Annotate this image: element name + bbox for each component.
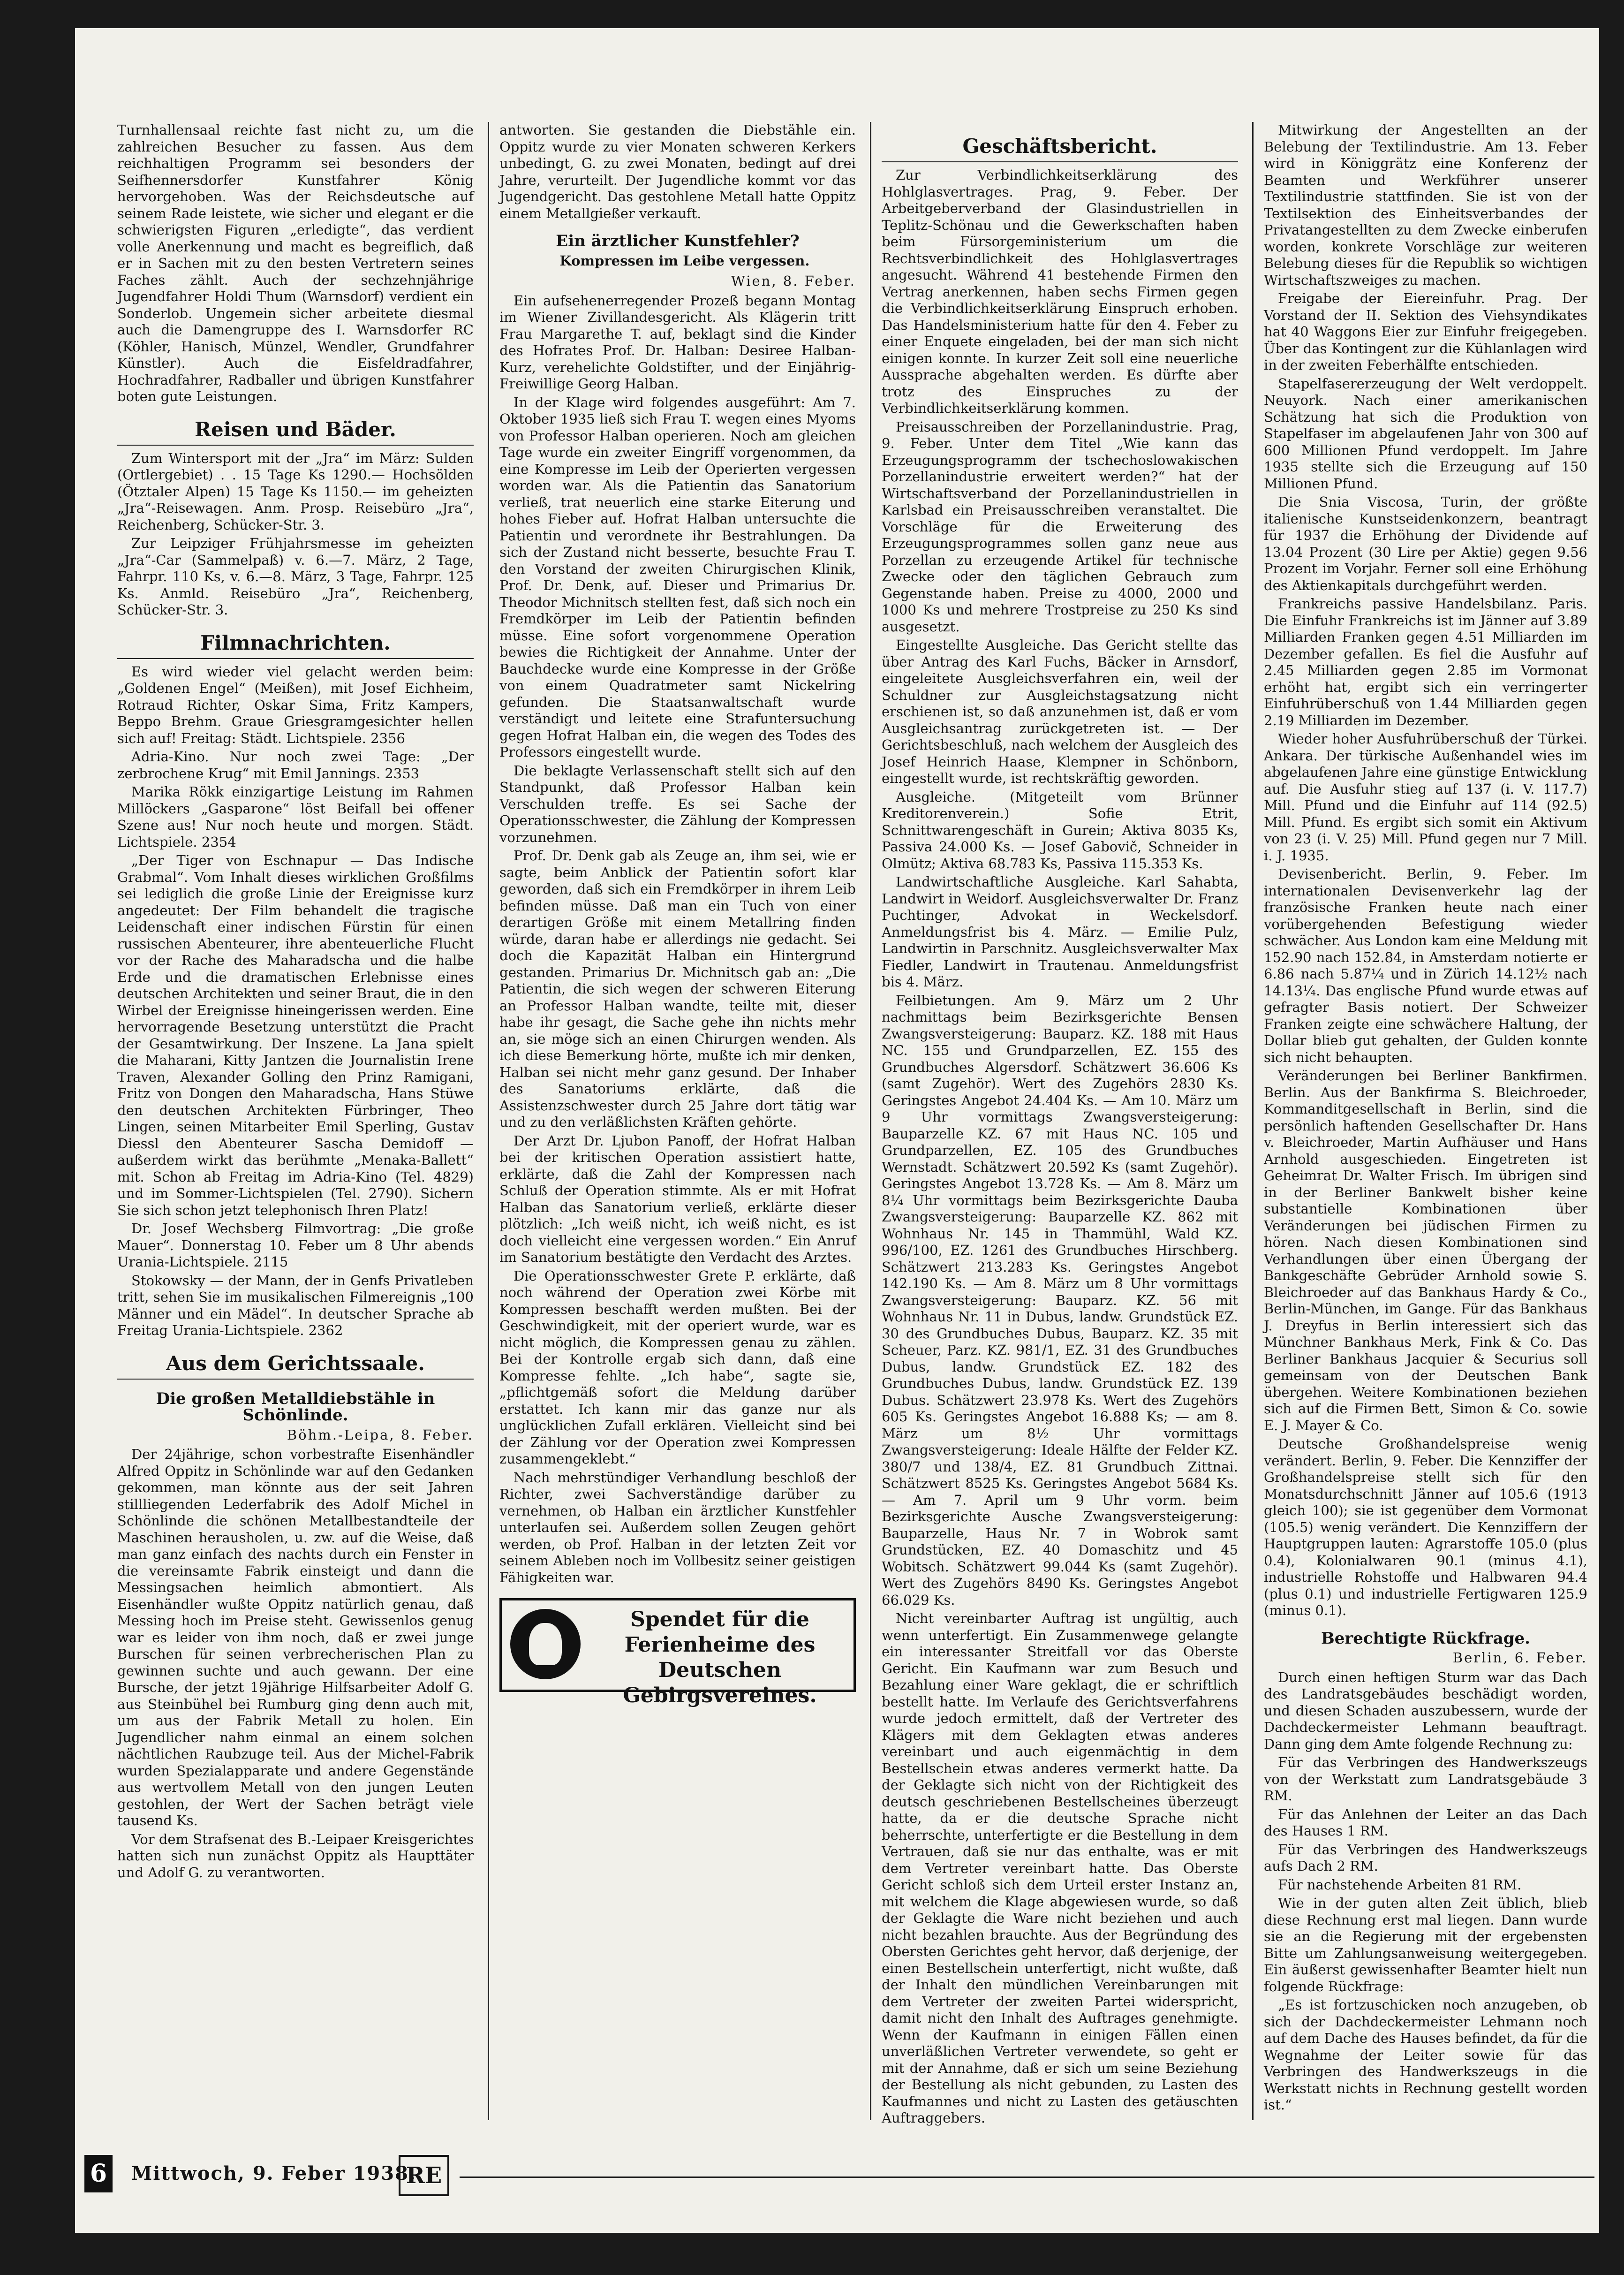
business-item: Zur Verbindlichkeitserklärung des Hohlglasvertrages. Prag, 9. Feber. Der Arbeitgeberverband der Glasindustriellen in Teplitz-Schönau und die Gewerkschaften haben beim Fürsorgeministerium um die Rechtsverbindlichkeit des Hohlglasvertrages angesucht. Während 41 bestehende Firmen den Vertrag anerkennen, haben sechs Firmen gegen die Verbindlichkeitserklärung Einspruch erhoben. Das Handelsministerium hatte für den 4. Feber zu einer Enquete eingeladen, bei der man sich nicht einigen konnte. In kurzer Zeit soll eine neuerliche Aussprache abgehalten werden. Es dürfte aber trotz des Einspruches zu der Verbindlichkeitserklärung kommen.	[882, 167, 1238, 416]
column-4	[1264, 122, 1587, 2116]
article-text: Der 24jährige, schon vorbestrafte Eisenhändler Alfred Oppitz in Schönlinde war auf den Gedanken gekommen, man könnte aus der seit Jahren stillliegenden Lederfabrik des Adolf Michel in Schönlinde die schönen Metallbestandteile der Maschinen herausholen, u. zw. auf die Weise, daß man ganz einfach des nachts durch ein Fenster in die vereinsamte Fabrik einsteigt und dann die Messingsachen heimlich abmontiert. Als Eisenhändler wußte Oppitz natürlich genau, daß Messing hoch im Preise steht. Gewissenlos genug war es leider von ihm noch, daß er zwei junge Burschen für seinen verbrecherischen Plan zu gewinnen suchte und auch gewann. Der eine Bursche, der jetzt 19jährige Hilfsarbeiter Adolf G. aus Steinbühel bei Rumburg ging denn auch mit, um aus der Fabrik Metall zu holen. Ein Jugendlicher nahm einmal an einem solchen nächtlichen Raubzuge teil. Aus der Michel-Fabrik wurden Spezialapparate und andere Gegenstände aus wertvollem Metall von den jungen Leuten gestohlen, der Wert der Sachen beträgt viele tausend Ks.	[117, 1446, 474, 1828]
article-text: antworten. Sie gestanden die Diebstähle ein. Oppitz wurde zu vier Monaten schweren Kerkers unbedingt, G. zu zwei Monaten, bedingt auf drei Jahre, verurteilt. Der Jugendliche kommt vor das Jugendgericht. Das gestohlene Metall hatte Oppitz einem Metallgießer verkauft.	[499, 122, 856, 221]
film-notice: Stokowsky — der Mann, der in Genfs Privatleben tritt, sehen Sie im musikalischen Filmereignis „100 Männer und ein Mädel“. In deutscher Sprache ab Freitag Urania-Lichtspiele. 2362	[117, 1272, 474, 1338]
dateline: Wien, 8. Feber.	[731, 273, 856, 289]
business-item: Die Snia Viscosa, Turin, der größte italienische Kunstseidenkonzern, beantragt für 1937 die Erhöhung der Dividende auf 13.04 Prozent (30 Lire per Aktie) gegen 9.56 Prozent im Vorjahr. Ferner soll eine Erhöhung des Aktienkapitals durchgeführt werden.	[1264, 494, 1587, 593]
article-text: Nach mehrstündiger Verhandlung beschloß der Richter, zwei Sachverständige darüber zu vernehmen, ob Halban ein ärztlicher Kunstfehler unterlaufen sei. Außerdem sollen Zeugen gehört werden, ob Prof. Halban in der letzten Zeit vor seinem Ableben noch im Vollbesitz seiner geistigen Fähigkeiten war.	[499, 1469, 856, 1585]
article-headline: Die großen Metalldiebstähle in Schönlinde.	[156, 1389, 435, 1425]
dateline: Böhm.-Leipa, 8. Feber.	[287, 1426, 474, 1443]
film-notice: Adria-Kino. Nur noch zwei Tage: „Der zerbrochene Krug“ mit Emil Jannings. 2353	[117, 749, 474, 781]
film-notice: „Der Tiger von Eschnapur — Das Indische Grabmal“. Vom Inhalt dieses wirklichen Großfilms sei lediglich die große Linie der Ereignisse kurz angedeutet: Der Film behandelt die tragische Leidenschaft einer indischen Fürstin für einen russischen Abenteurer, ihre abenteuerliche Flucht vor der Rache des Maharadscha und die halbe Erde und die dramatischen Erlebnisse eines deutschen Architekten und seiner Braut, die in den Wirbel der Ereignisse hineingerissen werden. Eine hervorragende Besetzung unterstützt die Pracht der Gesamtwirkung. Der Inszene. La Jana spielt die Maharani, Kitty Jantzen die Journalistin Irene Traven, Alexander Golling den Prinz Ramigani, Fritz von Dongen den Maharadscha, Hans Stüwe den deutschen Architekten Fürbringer, Theo Lingen, seinen Mitarbeiter Emil Sperling, Gustav Diessl den Abenteurer Sascha Demidoff — außerdem wirkt das berühmte „Menaka-Ballett“ mit. Schon ab Freitag im Adria-Kino (Tel. 4829) und im Sommer-Lichtspielen (Tel. 2790). Sichern Sie sich schon jetzt telephonisch Ihren Platz!	[117, 852, 474, 1218]
article-headline: Berechtigte Rückfrage.	[1321, 1629, 1530, 1648]
column-divider	[488, 122, 489, 2120]
business-item: Mitwirkung der Angestellten an der Belebung der Textilindustrie. Am 13. Feber wird in Königgrätz eine Konferenz der Beamten und Werkführer unserer Textilindustrie stattfinden. Sie ist von der Textilsektion des Einheitsverbandes der Privatangestellten zu dem Zwecke einberufen worden, konkrete Vorschläge zur weiteren Belebung dieses für die Republik so wichtigen Wirtschaftszweiges zu machen.	[1264, 122, 1587, 288]
ad-text: Zum Wintersport mit der „Jra“ im März: Sulden (Ortlergebiet) . . 15 Tage Ks 1290.— Hochsölden (Ötztaler Alpen) 15 Tage Ks 1150.— im geheizten „Jra“-Reisewagen. Anm. Prosp. Reisebüro „Jra“, Reichenberg, Schücker-Str. 3.	[117, 450, 474, 533]
article-subheadline: Kompressen im Leibe vergessen.	[559, 252, 810, 269]
article-text: Der Arzt Dr. Ljubon Panoff, der Hofrat Halban bei der kritischen Operation assistiert hatte, erklärte, daß die Zahl der Kompressen nach Schluß der Operation stimmte. Als er mit Hofrat Halban das Sanatorium verließ, erklärte dieser plötzlich: „Ich weiß nicht, ich weiß nicht, es ist doch vielleicht eine vergessen worden.“ Ein Anruf im Sanatorium bestätigte den Verdacht des Arztes.	[499, 1132, 856, 1265]
issue-date: Mittwoch, 9. Feber 1938.	[131, 2162, 416, 2184]
article-text: Vor dem Strafsenat des B.-Leipaer Kreisgerichtes hatten sich nun zunächst Oppitz als Haupttäter und Adolf G. zu verantworten.	[117, 1831, 474, 1881]
column-divider	[870, 122, 871, 2120]
business-item: Wieder hoher Ausfuhrüberschuß der Türkei. Ankara. Der türkische Außenhandel wies im abgelaufenen Jahre eine günstige Entwicklung auf. Die Ausfuhr stieg auf 137 (i. V. 117.7) Mill. Pfund und die Einfuhr auf 114 (92.5) Mill. Pfund. Es ergibt sich somit ein Aktivum von 23 (i. V. 25) Mill. Pfund gegen nur 7 Mill. i. J. 1935.	[1264, 731, 1587, 864]
article-text: Für nachstehende Arbeiten 81 RM.	[1278, 1876, 1522, 1893]
film-notice: Marika Rökk einzigartige Leistung im Rahmen Millöckers „Gasparone“ löst Beifall bei offener Szene aus! Nur noch heute und morgen. Städt. Lichtspiele. 2354	[117, 784, 474, 850]
business-item: Stapelfasererzeugung der Welt verdoppelt. Neuyork. Nach einer amerikanischen Schätzung hat sich die Produktion von Stapelfaser im abgelaufenen Jahr von 300 auf 600 Millionen Pfund verdoppelt. Im Jahre 1935 stellte sich die Erzeugung auf 150 Millionen Pfund.	[1264, 375, 1587, 492]
column-1	[117, 122, 474, 1883]
section-heading-film: Filmnachrichten.	[117, 631, 474, 659]
business-item: Feilbietungen. Am 9. März um 2 Uhr nachmittags beim Bezirksgerichte Bensen Zwangsversteigerung: Bauparz. KZ. 188 mit Haus NC. 155 und Grundparzellen, EZ. 155 des Grundbuches Algersdorf. Schätzwert 36.606 Ks (samt Zugehör). Wert des Zugehörs 2830 Ks. Geringstes Angebot 24.404 Ks. — Am 10. März um 9 Uhr vormittags Zwangsversteigerung: Bauparzelle KZ. 67 mit Haus NC. 105 und Grundparzellen, EZ. 105 des Grundbuches Wernstadt. Schätzwert 20.592 Ks (samt Zugehör). Geringstes Angebot 13.728 Ks. — Am 8. März um 8¼ Uhr vormittags beim Bezirksgerichte Dauba Zwangsversteigerung: Bauparzelle KZ. 862 mit Wohnhaus Nr. 145 in Thammühl, Wald KZ. 996/100, EZ. 1261 des Grundbuches Hirschberg. Schätzwert 213.283 Ks. Geringstes Angebot 142.190 Ks. — Am 8. März um 8 Uhr vormittags Zwangsversteigerung: Bauparz. KZ. 56 mit Wohnhaus Nr. 11 in Dubus, landw. Grundstück EZ. 30 des Grundbuches Dubus, Bauparz. KZ. 35 mit Scheuer, Parz. KZ. 981/1, EZ. 31 des Grundbuches Dubus, landw. Grundstück EZ. 182 des Grundbuches Dubus, landw. Grundstück EZ. 139 Dubus. Schätzwert 23.978 Ks. Wert des Zugehörs 605 Ks. Geringstes Angebot 16.888 Ks; — am 8. März um 8½ Uhr vormittags Zwangsversteigerung: Ideale Hälfte der Felder KZ. 380/7 und 138/4, EZ. 81 Grundbuch Zittnai. Schätzwert 8525 Ks. Geringstes Angebot 5684 Ks. — Am 7. April um 9 Uhr vorm. beim Bezirksgerichte Ausche Zwangsversteigerung: Bauparzelle, Haus Nr. 7 in Wobrok samt Grundstücken, EZ. 40 Domaschitz und 45 Wobitsch. Schätzwert 99.044 Ks (samt Zugehör). Wert des Zugehörs 8490 Ks. Geringstes Angebot 66.029 Ks.	[882, 992, 1238, 1608]
article-text: Für das Verbringen des Handwerkszeugs von der Werkstatt zum Landratsgebäude 3 RM.	[1264, 1754, 1587, 1804]
business-item: Veränderungen bei Berliner Bankfirmen. Berlin. Aus der Bankfirma S. Bleichroeder, Kommanditgesellschaft in Berlin, sind die persönlich haftenden Gesellschafter Dr. Hans v. Bleichroeder, Martin Aufhäuser und Hans Arnhold ausgeschieden. Eingetreten ist Geheimrat Dr. Walter Frisch. Im übrigen sind in der Berliner Bankwelt bisher keine substantielle Kombinationen über Veränderungen bei jüdischen Firmen zu hören. Nach diesen Kombinationen sind Verhandlungen über einen Übergang der Bankgeschäfte Gebrüder Arnhold sowie S. Bleichroeder auf das Bankhaus Hardy & Co., Berlin-München, im Gange. Für das Bankhaus J. Dreyfus in Berlin interessiert sich das Münchner Bankhaus Merk, Fink & Co. Das Berliner Bankhaus Jacquier & Securius soll gemeinsam von der Deutschen Bank übergehen. Weitere Kombinationen beziehen sich auf die Firmen Bett, Simon & Co. sowie E. J. Mayer & Co.	[1264, 1068, 1587, 1433]
business-item: Eingestellte Ausgleiche. Das Gericht stellte das über Antrag des Karl Fuchs, Bäcker in Arnsdorf, eingeleitete Ausgleichsverfahren ein, weil der Schuldner zur Ausgleichstagsatzung nicht erschienen ist, so daß anzunehmen ist, daß er vom Ausgleichsantrag zurückgetreten ist. — Der Gerichtsbeschluß, nach welchem der Ausgleich des Josef Heinrich Haase, Klempner in Schönborn, eingestellt wurde, ist rechtskräftig geworden.	[882, 637, 1238, 786]
film-notice: Es wird wieder viel gelacht werden beim: „Goldenen Engel“ (Meißen), mit Josef Eichheim, Rotraud Richter, Oskar Sima, Fritz Kampers, Beppo Brehm. Graue Griesgramgesichter hellen sich auf! Freitag: Städt. Lichtspiele. 2356	[117, 663, 474, 746]
business-item: Ausgleiche. (Mitgeteilt vom Brünner Kreditorenverein.) Sofie Etrit, Schnittwarengeschäft in Gurein; Aktiva 8035 Ks, Passiva 24.000 Ks. — Josef Gabovič, Schneider in Olmütz; Aktiva 68.783 Ks, Passiva 115.353 Ks.	[882, 789, 1238, 872]
article-text: „Es ist fortzuschicken noch anzugeben, ob sich der Dachdeckermeister Lehmann noch auf dem Dache des Hauses befindet, da für die Wegnahme der Leiter sowie für das Verbringen des Handwerkszeugs in die Werkstatt nichts in Rechnung gestellt worden ist.“	[1264, 1997, 1587, 2113]
section-heading-gericht: Aus dem Gerichtssaale.	[117, 1351, 474, 1380]
publisher-logo: RE	[399, 2155, 449, 2196]
article-text: Wie in der guten alten Zeit üblich, blieb diese Rechnung erst mal liegen. Dann wurde sie an die Regierung mit der ergebensten Bitte um Zahlungsanweisung weitergegeben. Ein äußerst gewissenhafter Beamter hielt nun folgende Rückfrage:	[1264, 1895, 1587, 1994]
section-heading-geschaeftsbericht: Geschäftsbericht.	[882, 134, 1238, 162]
article-text: Die beklagte Verlassenschaft stellt sich auf den Standpunkt, daß Professor Halban kein Verschulden treffe. Es sei Sache der Operationsschwester, die Zählung der Kompressen vorzunehmen.	[499, 762, 856, 845]
footer-rule	[460, 2176, 1594, 2178]
business-item: Landwirtschaftliche Ausgleiche. Karl Sahabta, Landwirt in Weidorf. Ausgleichsverwalter Dr. Franz Puchtinger, Advokat in Weckelsdorf. Anmeldungsfrist bis 4. März. — Emilie Pulz, Landwirtin in Parschnitz. Ausgleichsverwalter Max Fiedler, Landwirt in Trautenau. Anmeldungsfrist bis 4. März.	[882, 874, 1238, 990]
business-item: Devisenbericht. Berlin, 9. Feber. Im internationalen Devisenverkehr lag der französische Franken heute nach einer vorübergehenden Befestigung wieder schwächer. Aus London kam eine Meldung mit 152.90 nach 152.84, in Amsterdam notierte er 6.86 nach 5.87¼ und in Zürich 14.12½ nach 14.13¼. Das englische Pfund wurde etwas auf gefragter Basis notiert. Der Schweizer Franken zeigte eine schwächere Haltung, der Dollar blieb gut gehalten, der Gulden konnte sich nicht behaupten.	[1264, 866, 1587, 1065]
advertisement-text: Spendet für die Ferienheime des Deutschen Gebirgsvereines.	[623, 1608, 817, 1707]
article-text: Die Operationsschwester Grete P. erklärte, daß noch während der Operation zwei Körbe mit Kompressen beschafft werden mußten. Bei der Geschwindigkeit, mit der operiert wurde, war es nicht möglich, die Kompressen genau zu zählen. Bei der Kontrolle ergab sich dann, daß eine Kompresse fehlte. „Ich habe“, sagte sie, „pflichtgemäß sofort die Meldung darüber erstattet. Ich kann mir das ganze nur als unglücklichen Zufall erklären. Vielleicht sind bei der Zählung vor der Operation zwei Kompressen zusammengeklebt.“	[499, 1267, 856, 1467]
page-footer	[75, 2148, 1599, 2200]
article-text: In der Klage wird folgendes ausgeführt: Am 7. Oktober 1935 ließ sich Frau T. wegen eines Myoms von Professor Halban operieren. Noch am gleichen Tage wurde ein zweiter Eingriff vorgenommen, da eine Kompresse im Leib der Operierten vergessen worden war. Als die Patientin das Sanatorium verließ, trat neuerlich eine starke Eiterung und hohes Fieber auf. Hofrat Halban untersuchte die Patientin und verordnete ihr Bestrahlungen. Da sich der Zustand nicht besserte, besuchte Frau T. den Vorstand der zweiten Chirurgischen Klinik, Prof. Dr. Denk, auf. Dieser und Primarius Dr. Theodor Michnitsch stellten fest, daß sich noch ein Fremdkörper im Leib der Patientin befinden müsse. Eine sofort vorgenommene Operation bewies die Richtigkeit der Annahme. Unter der Bauchdecke wurde eine Kompresse in der Größe von einem Quadratmeter samt Nickelring gefunden. Die Staatsanwaltschaft wurde verständigt und leitete eine Strafuntersuchung gegen Hofrat Halban ein, die wegen des Todes des Professors eingestellt wurde.	[499, 394, 856, 760]
business-item: Freigabe der Eiereinfuhr. Prag. Der Vorstand der II. Sektion des Viehsyndikates hat 40 Waggons Eier zur Einfuhr freigegeben. Über das Kontingent zur die Kühlanlagen wird in der zweiten Feberhälfte entschieden.	[1264, 290, 1587, 373]
advertisement-box	[499, 1598, 856, 1707]
column-divider	[1252, 122, 1254, 2120]
article-text: Prof. Dr. Denk gab als Zeuge an, ihm sei, wie er sagte, beim Anblick der Patientin sofort klar geworden, daß sich ein Fremdkörper in ihrem Leib befinden müsse. Daß man ein Tuch von einer derartigen Größe mit einem Metallring finden würde, daran habe er allerdings nie gedacht. Sei doch die Kapazität Halban ein Hintergrund gestanden. Primarius Dr. Michnitsch gab an: „Die Patientin, die sich wegen der schweren Eiterung an Professor Halban wandte, teilte mit, dieser habe ihr gesagt, die Sache gehe ihn nichts mehr an, sie möge sich an einen Chirurgen wenden. Als ich diese Bemerkung hörte, mußte ich mir denken, Halban sei nicht mehr ganz gesund. Der Inhaber des Sanatoriums erklärte, daß die Assistenzschwester durch 25 Jahre dort tätig war und zu den verläßlichsten Kräften gehörte.	[499, 848, 856, 1130]
business-item: Nicht vereinbarter Auftrag ist ungültig, auch wenn unterfertigt. Ein Zusammenwege gelangte ein interessanter Streitfall vor das Oberste Gericht. Ein Kaufmann war zum Besuch und Bezahlung einer Ware geklagt, die er schriftlich bestellt hatte. Im Verlaufe des Gerichtsverfahrens wurde jedoch ermittelt, daß der Vertreter des Klägers mit dem Geklagten etwas anderes vereinbart und auch eigenmächtig in dem Bestellschein etwas anderes vermerkt hatte. Da der Geklagte sich nicht von der Richtigkeit des deutsch geschriebenen Bestellscheines überzeugt hatte, da er die deutsche Sprache nicht beherrschte, unterfertigte er die Bestellung in dem Vertrauen, daß sie nur das enthalte, was er mit dem Vertreter vereinbart hatte. Das Oberste Gericht schloß sich dem Urteil erster Instanz an, mit welchem die Klage abgewiesen wurde, so daß der Geklagte die Ware nicht beziehen und auch nicht bezahlen brauchte. Aus der Begründung des Obersten Gerichtes geht hervor, daß derjenige, der einen Bestellschein unterfertigt, nicht wußte, daß der Inhalt den mündlichen Vereinbarungen mit dem Vertreter der zweiten Partei widerspricht, damit nicht den Inhalt des Auftrages genehmigte. Wenn der Kaufmann in einigen Fällen einen unverläßlichen Vertreter verwendete, so geht er mit der Annahme, daß er sich um seine Beziehung der Bestellung als nicht gebunden, zu Lasten des Kaufmannes und nicht zu Lasten des getäuschten Auftraggebers.	[882, 1610, 1238, 2126]
ad-text: Zur Leipziger Frühjahrsmesse im geheizten „Jra“-Car (Sammelpaß) v. 6.—7. März, 2 Tage, Fahrpr. 110 Ks, v. 6.—8. März, 3 Tage, Fahrpr. 125 Ks. Anmld. Reisebüro „Jra“, Reichenberg, Schücker-Str. 3.	[117, 535, 474, 618]
gebirgsverein-emblem-icon	[510, 1609, 581, 1679]
article-headline: Ein ärztlicher Kunstfehler?	[556, 232, 800, 250]
section-heading-reisen: Reisen und Bäder.	[117, 417, 474, 446]
article-text: Ein aufsehenerregender Prozeß begann Montag im Wiener Zivillandesgericht. Als Klägerin tritt Frau Margarethe T. auf, beklagt sind die Kinder des Hofrates Prof. Dr. Halban: Desiree Halban-Kurz, verehelichte Goldstifter, und der Einjährig-Freiwillige Georg Halban.	[499, 292, 856, 392]
article-text: Turnhallensaal reichte fast nicht zu, um die zahlreichen Besucher zu fassen. Aus dem reichhaltigen Programm sei besonders der Seifhennersdorfer Kunstfahrer König hervorgehoben. Was der Reichsdeutsche auf seinem Rade leistete, wie sicher und elegant er die schwierigsten Figuren „erledigte“, das verdient volle Anerkennung und macht es begreiflich, daß er in Sachen mit zu den besten Vertretern seines Faches zählt. Auch der sechzehnjährige Jugendfahrer Holdi Thum (Warnsdorf) verdient ein Sonderlob. Ungemein sicher arbeitete diesmal auch die Damengruppe des I. Warnsdorfer RC (Köhler, Hanisch, Münzel, Wendler, Grundfahrer Künstler). Auch die Eisfeldradfahrer, Hochradfahrer, Radballer und übrigen Kunstfahrer boten gute Leistungen.	[117, 122, 474, 404]
newspaper-page	[75, 28, 1599, 2233]
article-text: Für das Anlehnen der Leiter an das Dach des Hauses 1 RM.	[1264, 1806, 1587, 1839]
business-item: Preisausschreiben der Porzellanindustrie. Prag, 9. Feber. Unter dem Titel „Wie kann das Erzeugungsprogramm der tschechoslowakischen Porzellanindustrie erweitert werden?“ hat der Wirtschaftsverband der Porzellanindustriellen in Karlsbad ein Preisausschreiben veranstaltet. Die Vorschläge für die Erweiterung des Erzeugungsprogrammes sollen ganz neue aus Porzellan zu erzeugende Artikel für technische Zwecke oder den täglichen Gebrauch zum Gegenstande haben. Preise zu 4000, 2000 und 1000 Ks und mehrere Trostpreise zu 250 Ks sind ausgesetzt.	[882, 418, 1238, 635]
article-text: Für das Verbringen des Handwerkszeugs aufs Dach 2 RM.	[1264, 1841, 1587, 1874]
column-3	[882, 122, 1238, 2129]
dateline: Berlin, 6. Feber.	[1452, 1650, 1587, 1666]
film-notice: Dr. Josef Wechsberg Filmvortrag: „Die große Mauer“. Donnerstag 10. Feber um 8 Uhr abends Urania-Lichtspiele. 2115	[117, 1221, 474, 1270]
page-number: 6	[84, 2155, 113, 2192]
business-item: Frankreichs passive Handelsbilanz. Paris. Die Einfuhr Frankreichs ist im Jänner auf 3.89 Milliarden Franken gegen 4.51 Milliarden im Dezember gefallen. Es fiel die Ausfuhr auf 2.45 Milliarden gegen 2.85 im Vormonat erhöht hat, ergibt sich ein verringerter Einfuhrüberschuß von 1.44 Milliarden gegen 2.19 Milliarden im Dezember.	[1264, 596, 1587, 728]
article-text: Durch einen heftigen Sturm war das Dach des Landratsgebäudes beschädigt worden, und diesen Schaden auszubessern, wurde der Dachdeckermeister Lehmann beauftragt. Dann ging dem Amte folgende Rechnung zu:	[1264, 1669, 1587, 1752]
business-item: Deutsche Großhandelspreise wenig verändert. Berlin, 9. Feber. Die Kennziffer der Großhandelspreise stellt sich für den Monatsdurchschnitt Jänner auf 105.6 (1913 gleich 100); sie ist gegenüber dem Vormonat (105.5) wenig verändert. Die Kennziffern der Hauptgruppen lauten: Agrarstoffe 105.0 (plus 0.4), Kolonialwaren 90.1 (minus 4.1), industrielle Rohstoffe und Halbwaren 94.4 (plus 0.1) und industrielle Fertigwaren 125.9 (minus 0.1).	[1264, 1436, 1587, 1618]
column-2	[499, 122, 856, 1707]
